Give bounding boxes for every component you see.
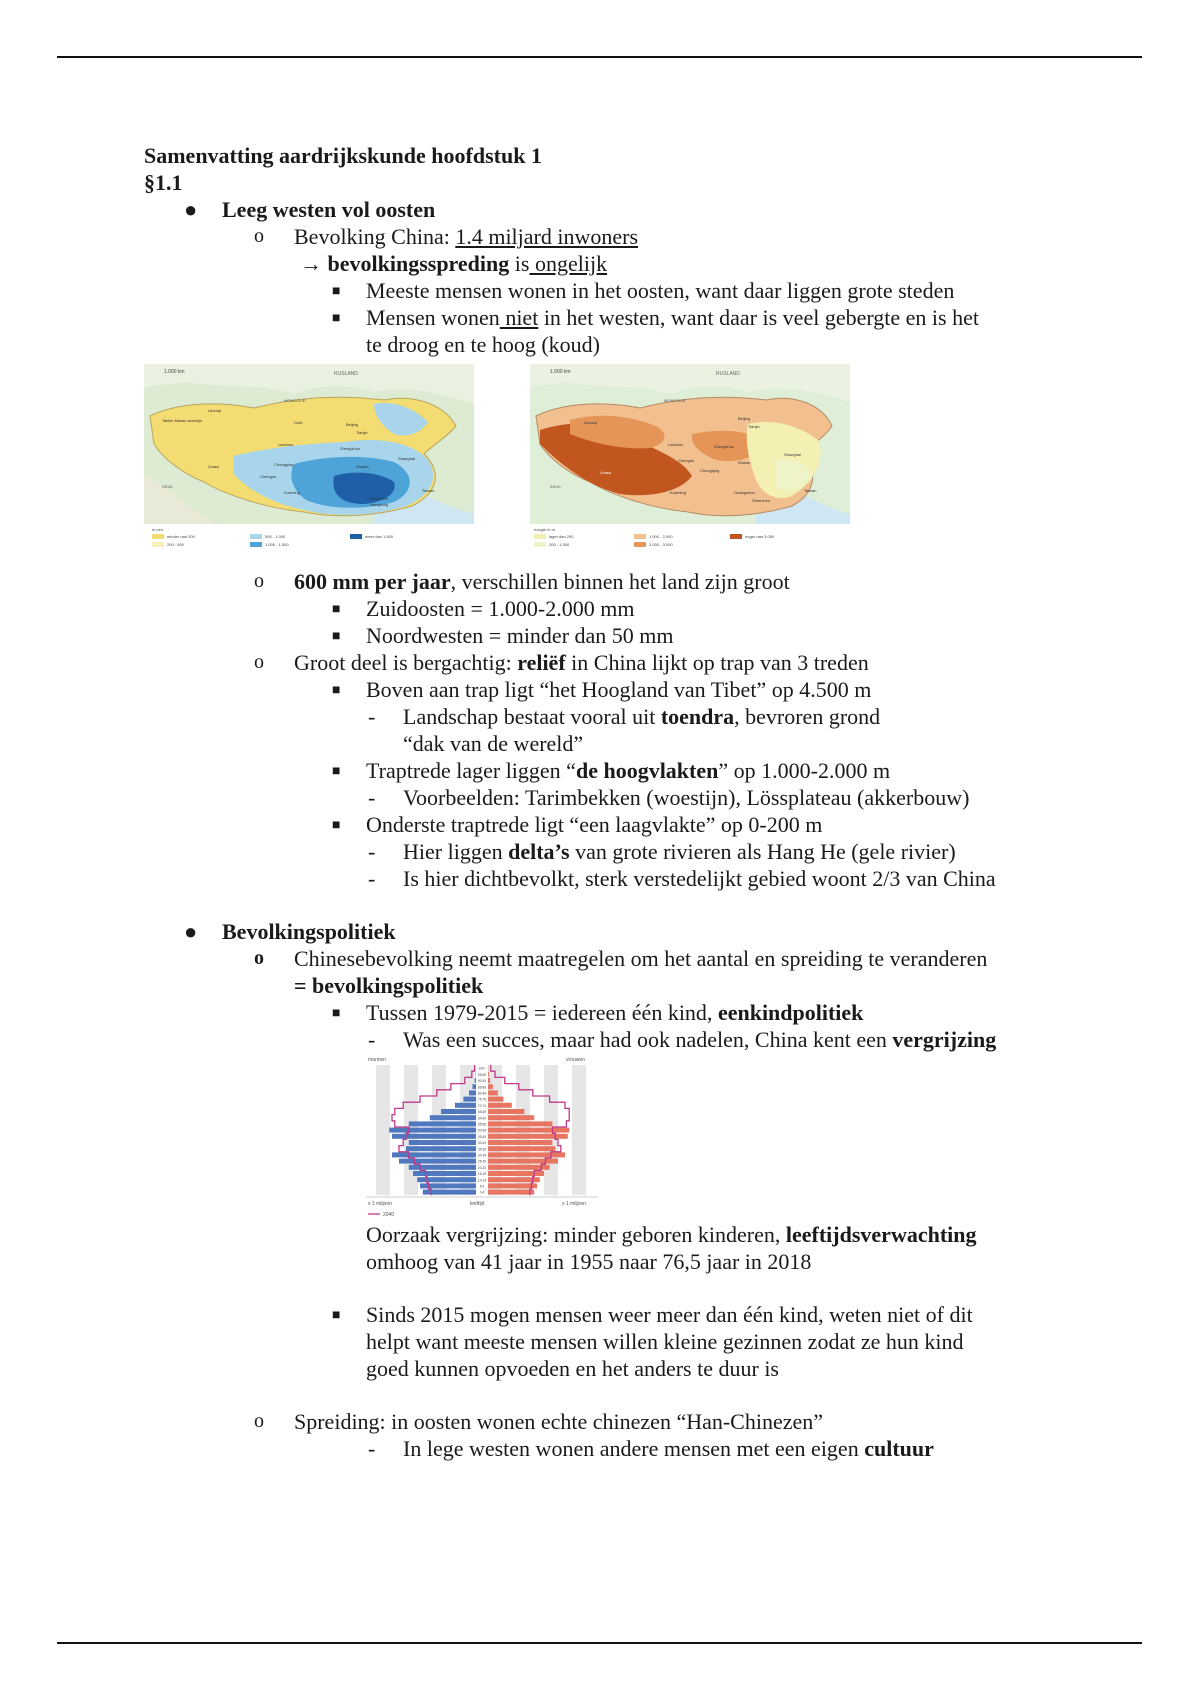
bullet-square-icon: ■ (332, 602, 341, 617)
map-label: Shenzhen (370, 496, 389, 501)
bullet-circle-icon: o (254, 570, 264, 592)
map-label: Lanzhou (668, 442, 684, 447)
item-tundra: - Landschap bestaat vooral uit toendra, bevroren grond (368, 704, 881, 729)
pyramid-age-label: 100+ (478, 1066, 486, 1071)
item-since-2015: ■ Sinds 2015 mogen mensen weer meer dan één kind, weten niet of dit (332, 1302, 973, 1327)
pyramid-legend: 2040 (383, 1212, 395, 1218)
bullet-square-icon: ■ (332, 1006, 341, 1021)
pyramid-age-label: 35-39 (477, 1147, 487, 1152)
pyramid-female-bar (488, 1090, 498, 1095)
pyramid-age-label: 5-9 (479, 1184, 485, 1189)
bullet-square-icon: ■ (332, 311, 341, 326)
pyramid-male-bar (475, 1078, 476, 1083)
map-label: Kunming (670, 490, 686, 495)
legend-label: hoger dan 3.000 (745, 534, 775, 539)
legend-label: lager dan 200 (549, 534, 574, 539)
bullet-dot-icon: ● (184, 197, 198, 222)
pyramid-age-label: 90-94 (477, 1079, 487, 1084)
bullet-square-icon: ■ (332, 284, 341, 299)
spacer (144, 892, 1064, 918)
pyramid-grid-band (572, 1065, 586, 1195)
pyramid-age-label: 20-24 (477, 1165, 487, 1170)
bullet-circle-icon: o (254, 225, 264, 247)
map-label: Shenzhen (752, 498, 771, 503)
bottom-rule (57, 1642, 1142, 1644)
pyramid-female-bar (488, 1072, 489, 1077)
pyramid-age-label: 25-29 (477, 1159, 487, 1164)
map-label: Guangzhou (734, 490, 755, 495)
map-row (144, 364, 1064, 552)
pyramid-male-bar (455, 1103, 476, 1108)
bullet-circle-icon: o (254, 947, 264, 969)
item-definition: = bevolkingspolitiek (294, 973, 484, 998)
section-heading: §1.1 (144, 170, 183, 195)
pyramid-male-bar (389, 1128, 476, 1133)
legend-label: 2.000 - 3.000 (649, 542, 673, 547)
pyramid-left-label: mannen (368, 1057, 387, 1063)
map-label: Beijing (346, 422, 359, 427)
pyramid-female-bar (488, 1115, 534, 1120)
pyramid-axis-mid: leeftijd (470, 1201, 485, 1207)
map-scale-label: 1.000 km (164, 369, 185, 375)
legend-label: 1.000 - 1.500 (265, 542, 289, 547)
item-cause-cont: omhoog van 41 jaar in 1955 naar 76,5 jaar in 2018 (366, 1249, 812, 1274)
map-label: Taklim Makan woestijn (162, 418, 203, 423)
item-west: ■ Mensen wonen niet in het westen, want daar is veel gebergte en is het (332, 305, 979, 330)
population-pyramid (366, 1055, 598, 1219)
map-label: INDIA (550, 484, 561, 489)
dash-icon: - (368, 839, 376, 864)
map-label: INDIA (162, 484, 173, 489)
legend-title: in mm (152, 527, 163, 532)
bullet-square-icon: ■ (332, 629, 341, 644)
pyramid-male-bar (409, 1165, 476, 1170)
bullet-heading-empty-west: ● Leeg westen vol oosten (184, 197, 436, 222)
map-label: Taiwan (804, 488, 817, 493)
spacer (144, 1382, 1064, 1408)
item-cause: Oorzaak vergrijzing: minder geboren kinderen, leeftijdsverwachting (366, 1222, 977, 1247)
pyramid-axis-left: x 1 miljoen (368, 1201, 392, 1207)
pyramid-female-bar (488, 1140, 552, 1145)
pyramid-female-bar (488, 1190, 534, 1195)
precipitation-map (144, 364, 474, 552)
item-lowland: ■ Onderste traptrede ligt “een laagvlakte” op 0-200 m (332, 812, 823, 837)
pyramid-female-bar (488, 1177, 540, 1182)
map-label: Shanghai (784, 452, 801, 457)
item-since-2015-cont2: goed kunnen opvoeden en het anders te duur is (366, 1356, 779, 1381)
legend-label: 200 - 1.000 (549, 542, 570, 547)
pyramid-male-bar (392, 1134, 476, 1139)
bullet-square-icon: ■ (332, 818, 341, 833)
population-pyramid-chart (366, 1055, 598, 1219)
pyramid-male-bar (409, 1121, 476, 1126)
legend-label: 1.000 - 2.000 (649, 534, 673, 539)
pyramid-female-bar (488, 1121, 552, 1126)
item-west-cont: te droog en te hoog (koud) (366, 332, 600, 357)
pyramid-male-bar (417, 1177, 476, 1182)
item-relief: o Groot deel is bergachtig: reliëf in China lijkt op trap van 3 treden (254, 650, 869, 675)
map-label: RUSLAND (334, 371, 358, 377)
item-dense: - Is hier dichtbevolkt, sterk verstedelijkt gebied woont 2/3 van China (368, 866, 996, 891)
map-label: Chengdu (260, 474, 277, 479)
pyramid-male-bar (473, 1084, 477, 1089)
pyramid-female-bar (488, 1078, 490, 1083)
elevation-map (530, 364, 850, 552)
map-label: Urumqi (584, 420, 597, 425)
bullet-circle-icon: o (254, 1410, 264, 1432)
pyramid-age-label: 65-69 (477, 1110, 487, 1115)
top-rule (57, 56, 1142, 58)
map-label: RUSLAND (716, 371, 740, 377)
item-culture: - In lege westen wonen andere mensen met een eigen cultuur (368, 1436, 934, 1461)
map-label: Taiwan (422, 488, 435, 493)
pyramid-axis-right: x 1 miljoen (562, 1201, 586, 1207)
item-since-2015-cont: helpt want meeste mensen willen kleine gezinnen zodat ze hun kind (366, 1329, 964, 1354)
map-label: Beijing (738, 416, 751, 421)
map-scale-label: 1.000 km (550, 369, 571, 375)
bullet-square-icon: ■ (332, 1308, 341, 1323)
pyramid-female-bar (488, 1152, 565, 1157)
bullet-circle-icon: o (254, 651, 264, 673)
bullet-square-icon: ■ (332, 764, 341, 779)
dash-icon: - (368, 1027, 376, 1052)
pyramid-age-label: 45-49 (477, 1134, 487, 1139)
pyramid-female-bar (488, 1103, 512, 1108)
pyramid-male-bar (441, 1109, 476, 1114)
map-label: Chongqing (274, 462, 294, 467)
item-deltas: - Hier liggen delta’s van grote rivieren als Hang He (gele rivier) (368, 839, 956, 864)
pyramid-grid-band (376, 1065, 390, 1195)
item-population: o Bevolking China: 1.4 miljard inwoners (254, 224, 639, 249)
pyramid-age-label: 50-54 (477, 1128, 487, 1133)
pyramid-age-label: 80-84 (477, 1091, 487, 1096)
item-rainfall: o 600 mm per jaar, verschillen binnen het land zijn groot (254, 569, 790, 594)
spacer (144, 1275, 1064, 1301)
map-label: Lanzhou (278, 442, 294, 447)
item-one-child: ■ Tussen 1979-2015 = iedereen één kind, eenkindpolitiek (332, 1000, 864, 1025)
pyramid-right-label: vrouwen (566, 1057, 585, 1063)
pyramid-age-label: 0-4 (479, 1190, 485, 1195)
pyramid-age-label: 30-34 (477, 1153, 487, 1158)
document-title: Samenvatting aardrijkskunde hoofdstuk 1 (144, 143, 542, 168)
pyramid-female-bar (488, 1159, 558, 1164)
item-measures: o Chinesebevolking neemt maatregelen om het aantal en spreiding te veranderen (254, 946, 988, 971)
bullet-dot-icon: ● (184, 919, 198, 944)
bullet-square-icon: ■ (332, 683, 341, 698)
item-spread: → bevolkingsspreding is ongelijk (300, 251, 608, 276)
pyramid-male-bar (413, 1171, 476, 1176)
item-east: ■ Meeste mensen wonen in het oosten, want daar liggen grote steden (332, 278, 955, 303)
pyramid-male-bar (406, 1146, 476, 1151)
map-label: Hongkong (370, 502, 389, 507)
pyramid-female-bar (488, 1146, 555, 1151)
map-label: Wuhan (738, 460, 751, 465)
map-label: Lhasa (600, 470, 611, 475)
pyramid-male-bar (469, 1090, 476, 1095)
map-label: Kunming (284, 490, 300, 495)
bullet-heading-policy: ● Bevolkingspolitiek (184, 919, 396, 944)
pyramid-male-bar (463, 1097, 476, 1102)
item-roof: “dak van de wereld” (403, 731, 584, 756)
map-label: Tianjin (748, 424, 760, 429)
pyramid-age-label: 10-14 (477, 1178, 487, 1183)
item-highlands: ■ Traptrede lager liggen “de hoogvlakten” op 1.000-2.000 m (332, 758, 891, 783)
pyramid-female-bar (488, 1171, 544, 1176)
pyramid-male-bar (392, 1152, 476, 1157)
item-han: o Spreiding: in oosten wonen echte chinezen “Han-Chinezen” (254, 1409, 824, 1434)
dash-icon: - (368, 704, 376, 729)
pyramid-male-bar (430, 1115, 476, 1120)
map-label: MONGOLIË (664, 398, 686, 403)
pyramid-age-label: 40-44 (477, 1141, 487, 1146)
map-label: Zhengzhou (340, 446, 361, 451)
pyramid-age-label: 85-89 (477, 1085, 487, 1090)
pyramid-female-bar (488, 1109, 524, 1114)
map-label: Zhengzhou (714, 444, 735, 449)
legend-label: 500 - 1.000 (265, 534, 286, 539)
pyramid-age-label: 15-19 (477, 1172, 487, 1177)
pyramid-age-label: 95-99 (477, 1072, 487, 1077)
map-label: Chongqing (700, 468, 720, 473)
legend-label: minder dan 200 (167, 534, 195, 539)
pyramid-age-label: 75-79 (477, 1097, 487, 1102)
pyramid-male-bar (409, 1140, 476, 1145)
item-examples: - Voorbeelden: Tarimbekken (woestijn), Lössplateau (akkerbouw) (368, 785, 970, 810)
map-label: Tianjin (356, 430, 368, 435)
item-southeast: ■ Zuidoosten = 1.000-2.000 mm (332, 596, 635, 621)
map-label: Wuhan (356, 464, 369, 469)
map-label: MONGOLIË (284, 398, 306, 403)
pyramid-female-bar (488, 1097, 503, 1102)
pyramid-male-bar (399, 1159, 476, 1164)
legend-title: hoogte in m (534, 527, 555, 532)
pyramid-age-label: 55-59 (477, 1122, 487, 1127)
pyramid-age-label: 70-74 (477, 1103, 487, 1108)
pyramid-female-bar (488, 1128, 569, 1133)
pyramid-female-bar (488, 1183, 537, 1188)
legend-label: 200 - 500 (167, 542, 184, 547)
item-northwest: ■ Noordwesten = minder dan 50 mm (332, 623, 674, 648)
map-label: Gobi (294, 420, 303, 425)
document-page (144, 142, 1064, 1462)
map-label: Shanghai (398, 456, 415, 461)
map-label: Lhasa (208, 464, 219, 469)
item-aging: - Was een succes, maar had ook nadelen, China kent een vergrijzing (368, 1027, 997, 1052)
item-tibet: ■ Boven aan trap ligt “het Hoogland van Tibet” op 4.500 m (332, 677, 872, 702)
legend-label: meer dan 1.500 (365, 534, 394, 539)
dash-icon: - (368, 866, 376, 891)
dash-icon: - (368, 785, 376, 810)
dash-icon: - (368, 1436, 376, 1461)
pyramid-female-bar (488, 1165, 550, 1170)
map-label: Urumqi (208, 408, 221, 413)
pyramid-female-bar (488, 1084, 493, 1089)
map-label: Chengdu (678, 458, 695, 463)
pyramid-age-label: 60-64 (477, 1116, 487, 1121)
